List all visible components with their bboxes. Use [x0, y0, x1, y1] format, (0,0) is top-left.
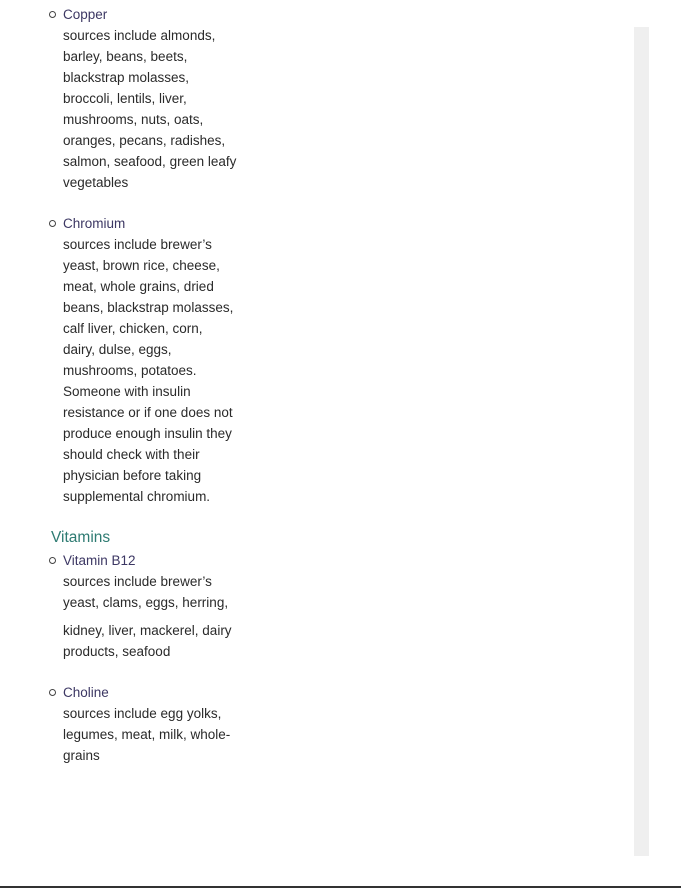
bullet-icon [49, 557, 56, 564]
item-description: sources include brewer’s yeast, brown rice, cheese, meat, whole grains, dried beans, blackstrap molasses, calf liver, chicken, corn, dairy, dulse, eggs, mushrooms, potatoes. Someone with insulin resistance or if one does not produce enough insulin they should check with their physician before taking supplemental chromium. [63, 237, 234, 504]
bullet-icon [49, 689, 56, 696]
item-description: sources include brewer’s yeast, clams, eggs, herring, [63, 574, 229, 610]
list-item [63, 550, 238, 662]
scrollbar-track[interactable] [634, 27, 649, 856]
item-name: Copper [63, 7, 108, 22]
item-description-continued: kidney, liver, mackerel, dairy products, seafood [63, 623, 232, 659]
vitamins-list [0, 550, 300, 766]
item-name: Choline [63, 685, 109, 700]
list-item [63, 4, 238, 193]
bullet-icon [49, 11, 56, 18]
minerals-list [0, 0, 300, 507]
bullet-icon [49, 220, 56, 227]
item-name: Chromium [63, 216, 126, 231]
list-item [63, 213, 238, 507]
list-item [63, 682, 238, 766]
article-content [0, 0, 300, 786]
item-name: Vitamin B12 [63, 553, 136, 568]
section-heading-vitamins: Vitamins [51, 529, 111, 546]
item-description: sources include almonds, barley, beans, beets, blackstrap molasses, broccoli, lentils, liver, mushrooms, nuts, oats, oranges, pecans, radishes, salmon, seafood, green leafy vegetables [63, 28, 237, 190]
item-description: sources include egg yolks, legumes, meat, milk, whole-grains [63, 706, 231, 763]
